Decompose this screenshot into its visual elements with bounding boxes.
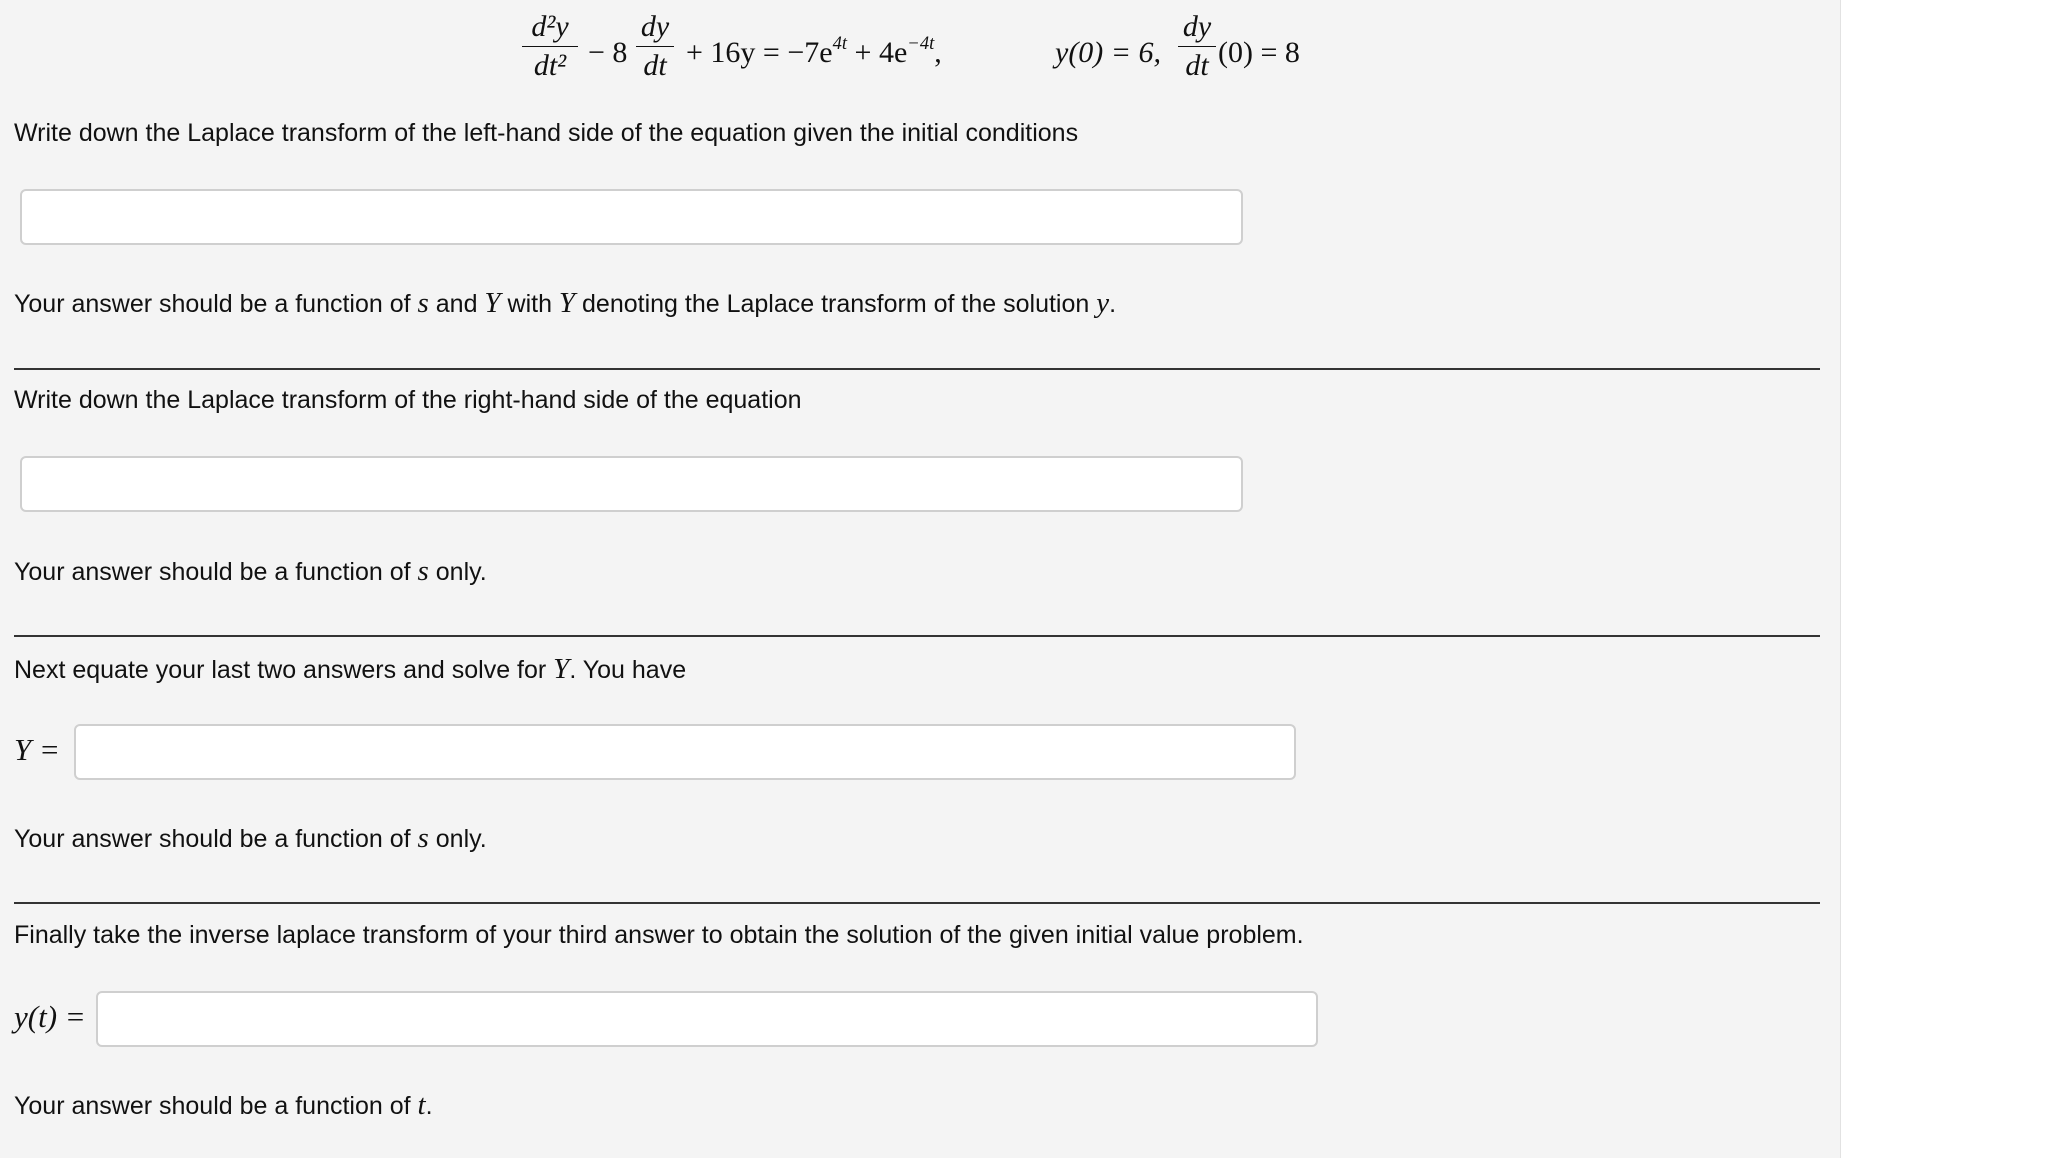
q1-hint-c: with	[500, 290, 559, 318]
d2y-numerator: d²y	[522, 12, 578, 47]
divider-2	[14, 635, 1820, 637]
q3-hint-a: Your answer should be a function of	[14, 825, 418, 853]
dt2-denominator: dt²	[533, 49, 567, 82]
q1-hint-y: y	[1096, 287, 1110, 319]
rhs-plus-4e: + 4e	[847, 36, 908, 69]
q2-hint-b: only.	[428, 558, 487, 586]
dt-denominator: dt	[643, 49, 667, 82]
q1-hint-b: and	[428, 290, 485, 318]
q1-hint	[14, 286, 1116, 321]
d2y-dt2-fraction	[522, 12, 578, 81]
q1-hint-e: .	[1109, 290, 1117, 318]
ic-dt-denominator: dt	[1185, 49, 1209, 82]
q3-hint	[14, 821, 487, 856]
initial-condition-dy0: (0) = 8	[1218, 36, 1300, 69]
q3-prompt-b: . You have	[569, 656, 687, 684]
q2-hint	[14, 554, 487, 589]
q3-answer-input[interactable]	[74, 724, 1296, 780]
rhs-mid: + 16y = −7e	[686, 36, 833, 69]
ic-dy-numerator: dy	[1178, 12, 1216, 47]
q4-prompt: Finally take the inverse laplace transform of your third answer to obtain the solution of the given initial value problem.	[14, 921, 1304, 949]
q4-hint-t: t	[417, 1089, 426, 1121]
ic-dy-dt-fraction	[1178, 12, 1216, 81]
q3-prompt	[14, 652, 686, 687]
exp-minus-4t: −4t	[907, 32, 935, 54]
divider-3	[14, 902, 1820, 904]
initial-condition-y0: y(0) = 6,	[1055, 36, 1162, 69]
equation-rhs	[686, 32, 942, 69]
dy-dt-fraction	[636, 12, 674, 81]
q1-hint-d: denoting the Laplace transform of the solution	[575, 290, 1097, 318]
q2-hint-a: Your answer should be a function of	[14, 558, 418, 586]
q4-label: y(t) =	[14, 999, 86, 1034]
q3-prompt-Y: Y	[553, 653, 570, 685]
q4-hint-b: .	[425, 1092, 433, 1120]
q2-prompt: Write down the Laplace transform of the right-hand side of the equation	[14, 386, 802, 414]
dy-numerator: dy	[636, 12, 674, 47]
exp-4t: 4t	[832, 32, 848, 54]
q1-hint-Y1: Y	[484, 287, 501, 319]
q3-label: Y =	[14, 732, 60, 767]
q1-hint-a: Your answer should be a function of	[14, 290, 418, 318]
divider-1	[14, 368, 1820, 370]
q4-hint	[14, 1088, 433, 1123]
q2-answer-input[interactable]	[20, 456, 1243, 512]
q1-hint-s: s	[417, 287, 429, 319]
q3-hint-b: only.	[428, 825, 487, 853]
q1-answer-input[interactable]	[20, 189, 1243, 245]
q4-hint-a: Your answer should be a function of	[14, 1092, 418, 1120]
q3-hint-s: s	[417, 822, 429, 854]
q2-hint-s: s	[417, 555, 429, 587]
q1-hint-Y2: Y	[558, 287, 576, 319]
q4-answer-input[interactable]	[96, 991, 1318, 1047]
rhs-comma: ,	[934, 36, 942, 69]
minus-8: − 8	[588, 36, 628, 69]
q1-prompt: Write down the Laplace transform of the left-hand side of the equation given the initial conditions	[14, 119, 1079, 147]
q3-prompt-a: Next equate your last two answers and solve for	[14, 656, 554, 684]
